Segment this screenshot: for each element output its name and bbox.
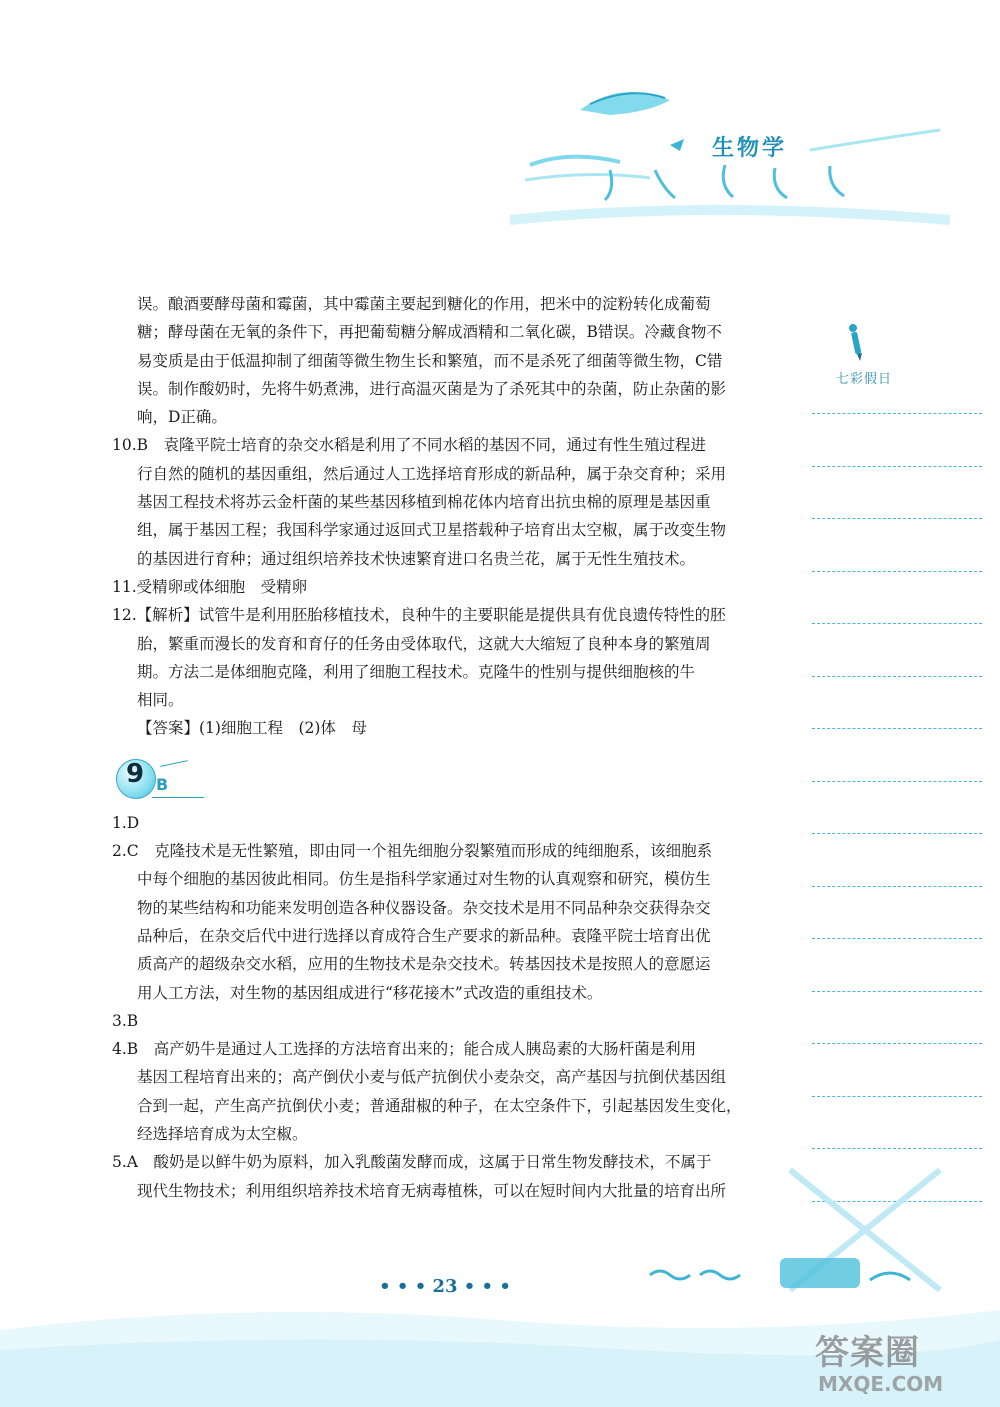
text-line: 11.受精卵或体细胞 受精卵 xyxy=(112,577,308,596)
note-line xyxy=(812,1148,982,1149)
text-line: 合到一起，产生高产抗倒伏小麦；普通甜椒的种子，在太空条件下，引起基因发生变化， xyxy=(137,1096,742,1115)
text-line: 现代生物技术；利用组织培养技术培育无病毒植株，可以在短时间内大批量的培育出所 xyxy=(137,1181,727,1200)
text-line: 4.B 高产奶牛是通过人工选择的方法培育出来的；能合成人胰岛素的大肠杆菌是利用 xyxy=(112,1040,697,1059)
main-content xyxy=(112,290,784,1205)
text-line: 用人工方法，对生物的基因组成进行“移花接木”式改造的重组技术。 xyxy=(137,983,603,1002)
watermark-url: MXQE.COM xyxy=(818,1372,944,1396)
watermark-logo: 答案圈 xyxy=(815,1333,920,1373)
pen-icon xyxy=(845,322,871,362)
badge-tick xyxy=(160,760,188,767)
note-line xyxy=(812,1096,982,1097)
text-line: 组，属于基因工程；我国科学家通过返回式卫星搭载种子培育出太空椒，属于改变生物 xyxy=(137,521,727,540)
text-line: 中每个细胞的基因彼此相同。仿生是指科学家通过对生物的认真观察和研究，模仿生 xyxy=(137,870,711,889)
answer-block-part1 xyxy=(112,290,784,743)
text-line: 2.C 克隆技术是无性繁殖，即由同一个祖先细胞分裂繁殖而形成的纯细胞系，该细胞系 xyxy=(112,842,713,861)
text-line: 相同。 xyxy=(137,691,184,710)
section-letter: B xyxy=(156,774,169,794)
text-line: 胎，繁重而漫长的发育和育仔的任务由受体取代，这就大大缩短了良种本身的繁殖周 xyxy=(137,634,711,653)
sidebar-label: 七彩假日 xyxy=(836,372,893,387)
note-line xyxy=(812,571,982,572)
text-line: 期。方法二是体细胞克隆，利用了细胞工程技术。克隆牛的性别与提供细胞核的牛 xyxy=(137,662,696,681)
note-line xyxy=(812,728,982,729)
note-line xyxy=(812,466,982,467)
note-line xyxy=(812,1043,982,1044)
text-line: 基因工程培育出来的；高产倒伏小麦与低产抗倒伏小麦杂交，高产基因与抗倒伏基因组 xyxy=(137,1068,727,1087)
text-line: 易变质是由于低温抑制了细菌等微生物生长和繁殖，而不是杀死了细菌等微生物，C错 xyxy=(137,351,723,370)
note-line xyxy=(812,413,982,414)
text-line: 质高产的超级杂交水稻，应用的生物技术是杂交技术。转基因技术是按照人的意愿运 xyxy=(137,955,711,974)
text-line: 经选择培育成为太空椒。 xyxy=(137,1125,308,1144)
section-badge xyxy=(116,757,206,801)
note-line xyxy=(812,886,982,887)
note-line xyxy=(812,781,982,782)
text-line: 1.D xyxy=(112,813,140,832)
text-line: 的基因进行育种；通过组织培养技术快速繁育进口名贵兰花，属于无性生殖技术。 xyxy=(137,549,696,568)
note-line xyxy=(812,833,982,834)
note-line xyxy=(812,623,982,624)
text-line: 【答案】(1)细胞工程 (2)体 母 xyxy=(137,719,367,738)
text-line: 误。酿酒要酵母菌和霉菌，其中霉菌主要起到糖化的作用，把米中的淀粉转化成葡萄 xyxy=(137,295,711,313)
note-line xyxy=(812,518,982,519)
page-number: • • • 23 • • • xyxy=(379,1276,511,1297)
note-lines xyxy=(812,413,982,1253)
text-line: 物的某些结构和功能来发明创造各种仪器设备。杂交技术是用不同品种杂交获得杂交 xyxy=(137,898,711,917)
text-line: 基因工程技术将苏云金杆菌的某些基因移植到棉花体内培育出抗虫棉的原理是基因重 xyxy=(137,493,711,512)
section-number: 9 xyxy=(126,758,145,789)
text-line: 12.【解析】试管牛是利用胚胎移植技术，良种牛的主要职能是提供具有优良遗传特性的胚 xyxy=(112,606,726,625)
text-line: 5.A 酸奶是以鲜牛奶为原料，加入乳酸菌发酵而成，这属于日常生物发酵技术，不属于 xyxy=(112,1153,712,1172)
text-line: 响，D正确。 xyxy=(137,408,227,427)
text-line: 行自然的随机的基因重组，然后通过人工选择培育形成的新品种，属于杂交育种；采用 xyxy=(137,464,727,483)
text-line: 3.B xyxy=(112,1011,139,1030)
subject-title: 生物学 xyxy=(712,136,788,161)
note-line xyxy=(812,938,982,939)
note-line xyxy=(812,676,982,677)
text-line: 10.B 袁隆平院士培育的杂交水稻是利用了不同水稻的基因不同，通过有性生殖过程进 xyxy=(112,436,707,455)
text-line: 品种后，在杂交后代中进行选择以育成符合生产要求的新品种。袁隆平院士培育出优 xyxy=(137,926,711,945)
text-line: 误。制作酸奶时，先将牛奶煮沸，进行高温灭菌是为了杀死其中的杂菌，防止杂菌的影 xyxy=(137,379,727,398)
text-line: 糖；酵母菌在无氧的条件下，再把葡萄糖分解成酒精和二氧化碳，B错误。冷藏食物不 xyxy=(137,323,722,342)
answer-block-part2 xyxy=(112,809,784,1205)
badge-underline xyxy=(152,797,204,798)
note-line xyxy=(812,991,982,992)
